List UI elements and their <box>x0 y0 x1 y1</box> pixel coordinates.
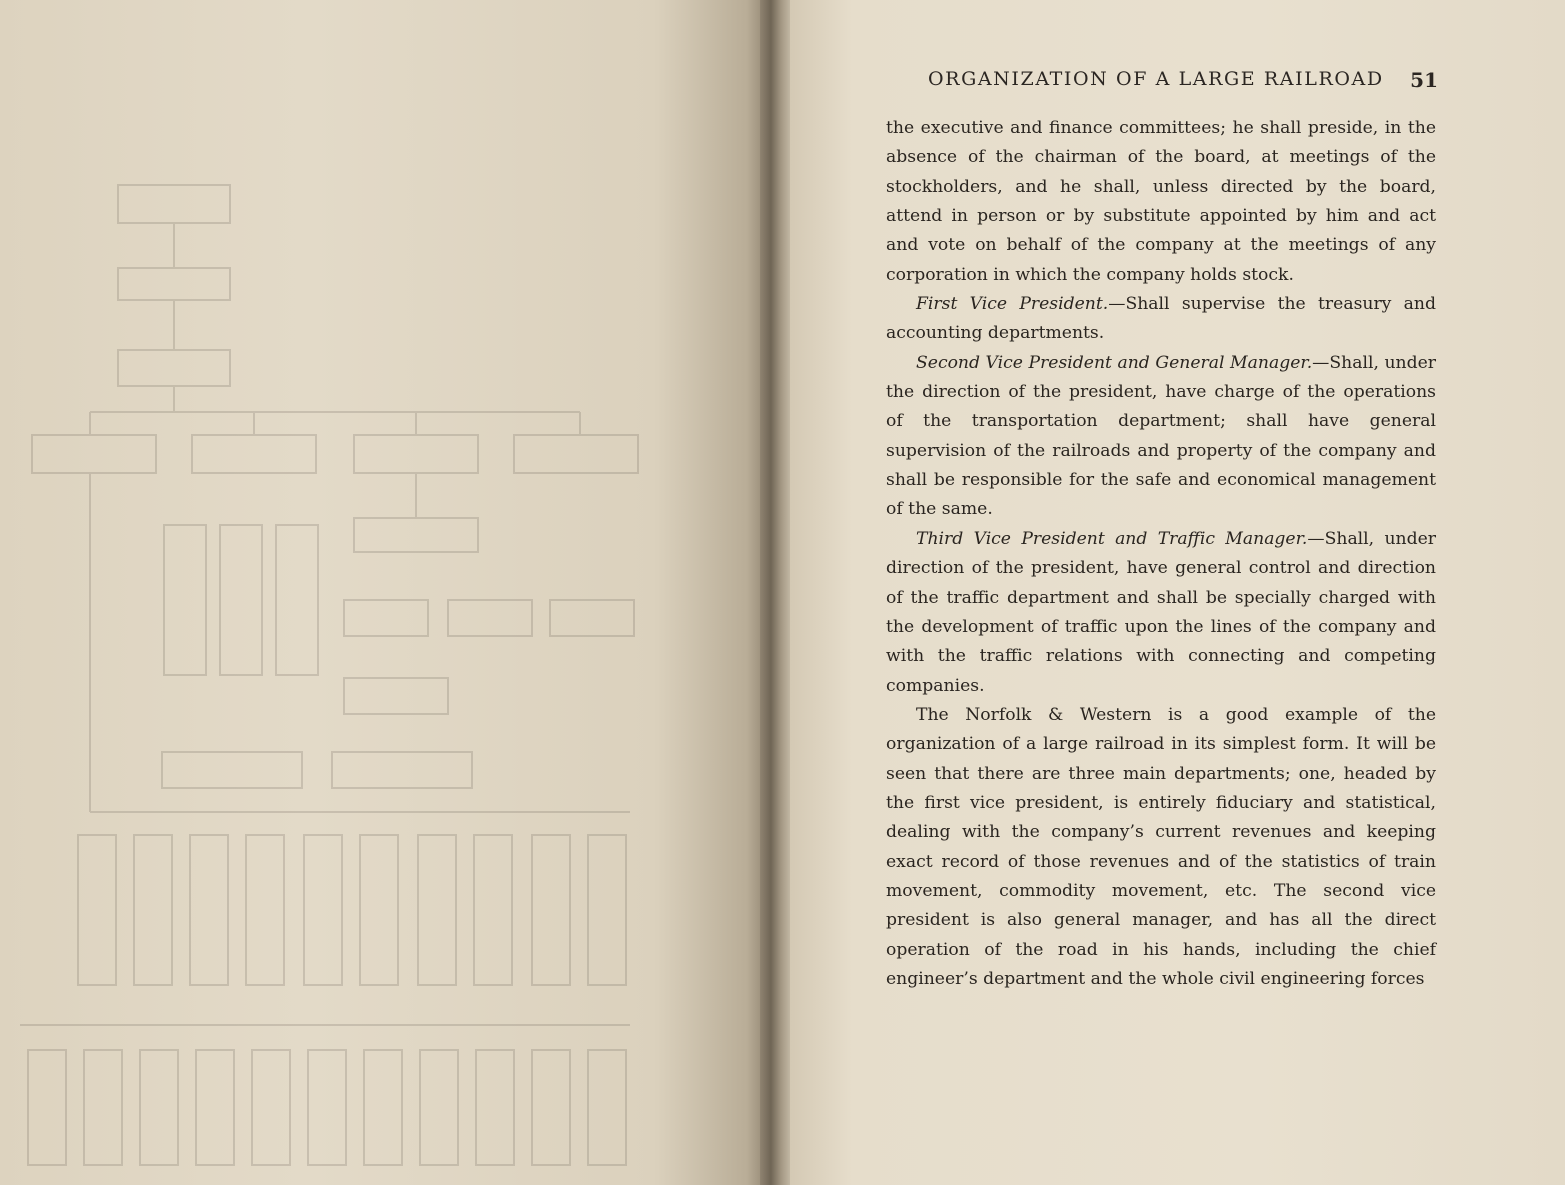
running-head <box>928 68 1438 92</box>
running-head-title: ORGANIZATION OF A LARGE RAILROAD <box>928 68 1384 90</box>
right-page <box>790 0 1565 1185</box>
paragraph-first-vice-president <box>886 290 1436 349</box>
paragraph-third-vice-president <box>886 525 1436 701</box>
page-number: 51 <box>1410 68 1438 92</box>
paragraph-second-vice-president <box>886 349 1436 525</box>
body-text <box>886 114 1436 994</box>
role-description: —Shall, under the direction of the president, have charge of the operations of the transportation department; shall have general supervision of the railroads and property of the company and shall be responsible for the safe and economical management of the same. <box>886 352 1436 520</box>
bleed-through-org-chart <box>20 60 700 1170</box>
role-description: —Shall, under direction of the president, have general control and direction of the traffic department and shall be specially charged with the development of traffic upon the lines of the company and with the traffic relations with connecting and competing companies. <box>886 528 1437 696</box>
paragraph-norfolk-western: The Norfolk & Western is a good example of the organization of a large railroad in its simplest form. It will be seen that there are three main departments; one, headed by the first vice president, is entirely fiduciary and statistical, dealing with the company’s current revenues and keeping exact record of those revenues and of the statistics of train movement, commodity movement, etc. The second vice president is also general manager, and has all the direct operation of the road in his hands, including the chief engineer’s department and the whole civil engineering forces <box>886 704 1436 989</box>
role-description: —Shall supervise the treasury and accounting departments. <box>886 294 1436 344</box>
role-heading: First Vice President. <box>916 294 1109 315</box>
faded-chart-graphic <box>20 60 700 1170</box>
role-heading: Second Vice President and General Manager. <box>916 352 1313 373</box>
paragraph-continuation: the executive and finance committees; he shall preside, in the absence of the chairman of the board, at meetings of the stockholders, and he shall, unless directed by the board, attend in person or by substitute appointed by him and act and vote on behalf of the company at the meetings of any corporation in which the company holds stock. <box>886 118 1436 285</box>
left-page <box>0 0 770 1185</box>
role-heading: Third Vice President and Traffic Manager. <box>916 528 1308 549</box>
